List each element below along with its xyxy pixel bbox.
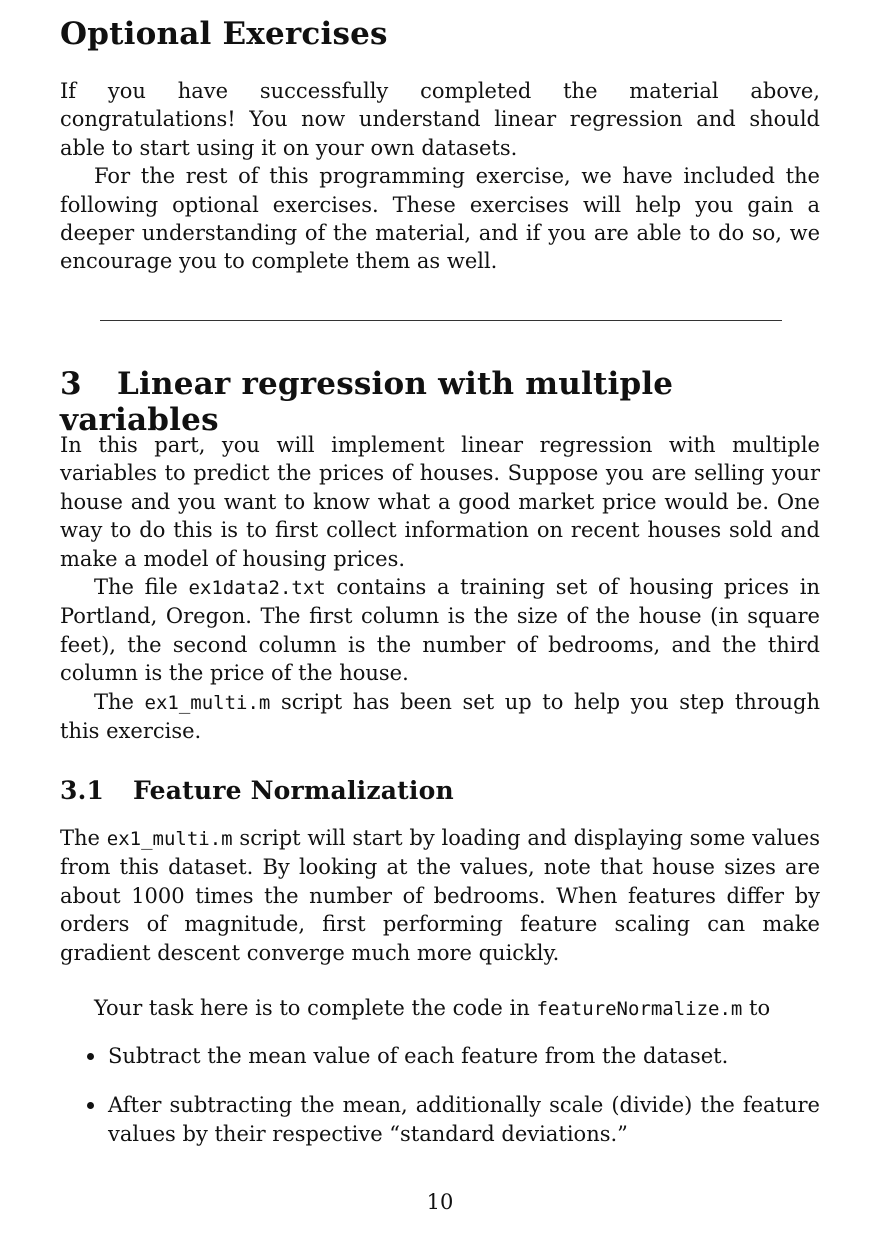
script-code: ex1_multi.m <box>106 828 233 850</box>
section-3-1-body <box>60 824 820 967</box>
section-number: 3 <box>60 366 82 402</box>
subsection-number: 3.1 <box>60 776 105 805</box>
task-bullet-list <box>60 1042 820 1169</box>
function-file-code: featureNormalize.m <box>536 998 743 1020</box>
list-item: After subtracting the mean, additionally scale (divide) the feature values by their respective “standard deviations.” <box>60 1091 820 1148</box>
page-number: 10 <box>426 1190 454 1214</box>
list-item: Subtract the mean value of each feature from the dataset. <box>60 1042 820 1070</box>
section-3-heading <box>60 366 820 438</box>
paragraph: The ex1_multi.m script will start by loading and displaying some values from this dataset. By looking at the values, note that house sizes are about 1000 times the number of bedrooms. When features differ by orders of magnitude, first performing feature scaling can make gradient descent converge much more quickly. <box>60 826 820 965</box>
paragraph: The ex1_multi.m script has been set up to help you step through this exercise. <box>60 689 821 744</box>
section-title: Linear regression with multiple variables <box>60 366 674 438</box>
document-page <box>60 0 820 1251</box>
horizontal-rule <box>100 320 782 321</box>
optional-intro <box>60 77 820 276</box>
section-3-body <box>60 431 820 745</box>
section-3-1-heading <box>60 776 454 805</box>
paragraph: The file ex1data2.txt contains a training set of housing prices in Portland, Oregon. The first column is the size of the house (in square feet), the second column is the number of bedrooms, and the third column is the price of the house. <box>60 575 820 686</box>
bullet-icon <box>87 1053 94 1060</box>
script-code: ex1_multi.m <box>144 691 271 714</box>
paragraph: For the rest of this programming exercise, we have included the following optional exercises. These exercises will help you gain a deeper understanding of the material, and if you are able to do so, we encourage you to complete them as well. <box>60 164 820 274</box>
subsection-title: Feature Normalization <box>133 776 454 805</box>
task-statement: Your task here is to complete the code in featureNormalize.m to <box>94 996 771 1020</box>
bullet-icon <box>87 1102 94 1109</box>
paragraph: If you have successfully completed the material above, congratulations! You now understand linear regression and should able to start using it on your own datasets. <box>60 79 820 160</box>
optional-exercises-heading: Optional Exercises <box>60 16 388 52</box>
paragraph: In this part, you will implement linear regression with multiple variables to predict the prices of houses. Suppose you are selling your house and you want to know what a good market price would be. One way to do this is to first collect information on recent houses sold and make a model of housing prices. <box>60 433 820 571</box>
filename-code: ex1data2.txt <box>188 577 326 600</box>
